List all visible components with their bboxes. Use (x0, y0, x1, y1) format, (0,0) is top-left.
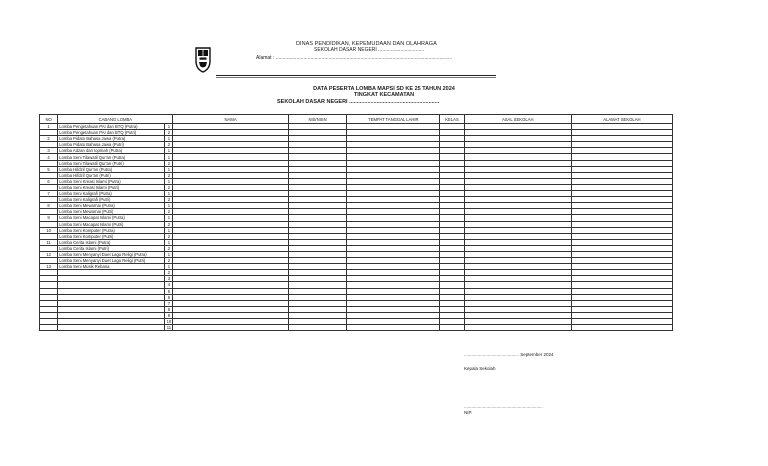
row-index: 4 (165, 282, 173, 288)
row-number (40, 325, 58, 331)
row-number: 3 (40, 148, 58, 154)
row-cabang-lomba: Lomba Seni Kaligrafi (Putri) (58, 197, 165, 203)
row-kelas-cell (440, 325, 464, 331)
row-number: 6 (40, 178, 58, 184)
row-index: 1 (165, 166, 173, 172)
row-index: 1 (165, 178, 173, 184)
row-index: 11 (166, 325, 172, 331)
row-number: 13 (40, 264, 58, 270)
row-nama-cell (173, 325, 288, 331)
row-number: 4 (40, 154, 58, 160)
row-index: 1 (165, 227, 173, 233)
row-index: 1 (165, 251, 173, 257)
table-header-row (40, 115, 673, 124)
address-line: Alamat : ............................................................................................................................... (256, 55, 453, 61)
regency-emblem-icon (194, 45, 212, 73)
row-index: 2 (165, 172, 173, 178)
col-header-asal: ASAL SEKOLAH (464, 115, 571, 124)
row-number: 12 (40, 251, 58, 257)
row-cabang-lomba: Lomba Hifdzil Qur'an (Putri) (58, 172, 165, 178)
row-index: 8 (165, 306, 173, 312)
row-number: 8 (40, 203, 58, 209)
row-alamat-cell (571, 325, 672, 331)
col-header-no: NO (40, 115, 58, 124)
row-cabang-lomba: Lomba Pidato Bahasa Jawa (Putri) (58, 142, 165, 148)
signature-nip: NIP. (464, 410, 473, 415)
col-header-cabang: CABANG LOMBA (58, 115, 173, 124)
row-number: 1 (40, 124, 58, 130)
row-cabang-lomba: Lomba Seni Mewarnai (Putri) (58, 209, 165, 215)
school-field: SEKOLAH DASAR NEGERI ........................................................... (277, 99, 440, 105)
row-index: 2 (165, 233, 173, 239)
row-index: 6 (165, 294, 173, 300)
row-cabang-lomba: Lomba Seni Kreasi Islami (Putra) (58, 178, 165, 184)
document-title: DATA PESERTA LOMBA MAPSI SD KE 25 TAHUN 2024 (313, 86, 455, 92)
col-header-nama: NAMA (173, 115, 288, 124)
row-nis-cell (288, 325, 347, 331)
row-index: 3 (165, 276, 173, 282)
row-cabang-lomba: Lomba Cerita Islami (Putra) (58, 239, 165, 245)
row-cabang-lomba: Lomba Seni Komputer (Putra) (58, 227, 165, 233)
col-header-ttl: TEMPAT TANGGAL LAHIR (347, 115, 440, 124)
signature-date: ............................................ September 2024 (464, 352, 554, 357)
row-cabang-lomba: Lomba Hifdzil Qur'an (Putra) (58, 166, 165, 172)
row-cabang-lomba: Lomba Seni Kaligrafi (Putra) (58, 191, 165, 197)
row-index: 9 (165, 312, 173, 318)
row-asal-cell (464, 325, 571, 331)
row-index: 2 (165, 130, 173, 136)
row-index: 1 (165, 191, 173, 197)
row-index: 2 (165, 142, 173, 148)
school-name-line: SEKOLAH DASAR NEGERI ................................. (314, 47, 425, 53)
row-number: 9 (40, 215, 58, 221)
row-cabang-lomba: Lomba Seni Tilawatil Qur'an (Putri) (58, 160, 165, 166)
level-subtitle: TINGKAT KECAMATAN (353, 92, 415, 98)
row-number: 11 (40, 239, 58, 245)
row-index: 2 (165, 184, 173, 190)
row-cabang-lomba (58, 325, 165, 331)
row-index: 2 (165, 209, 173, 215)
row-index: 10 (166, 319, 172, 325)
col-header-alamat: ALAMAT SEKOLAH (571, 115, 672, 124)
row-number: 7 (40, 191, 58, 197)
col-header-kelas: KELAS (440, 115, 464, 124)
signature-role: Kepala Sekolah (464, 366, 496, 371)
signature-name-line: ............................................................... (464, 404, 543, 409)
row-index: 1 (165, 148, 173, 154)
row-cabang-lomba: Lomba Seni Menyanyi Duet Lagu Religi (Putri) (58, 258, 165, 264)
header-rule (216, 75, 496, 76)
row-number: 5 (40, 166, 58, 172)
participant-table (39, 114, 673, 331)
row-index: 1 (165, 136, 173, 142)
row-cabang-lomba: Lomba Seni Macapat Islami (Putra) (58, 215, 165, 221)
row-cabang-lomba: Lomba Seni Mewarnai (Putra) (58, 203, 165, 209)
table-row (40, 325, 673, 331)
header-rule-thin (216, 77, 496, 78)
row-index: 1 (165, 215, 173, 221)
col-header-nis: NIS/NISN (288, 115, 347, 124)
row-index: 2 (165, 258, 173, 264)
row-cabang-lomba: Lomba Cerita Islami (Putri) (58, 245, 165, 251)
row-cabang-lomba: Lomba Pidato Bahasa Jawa (Putra) (58, 136, 165, 142)
row-cabang-lomba: Lomba Seni Musik Rebana (58, 264, 165, 270)
row-cabang-lomba: Lomba Seni Komputer (Putri) (58, 233, 165, 239)
row-index: 2 (165, 221, 173, 227)
row-cabang-lomba: Lomba Seni Menyanyi Duet Lagu Religi (Putra) (58, 251, 165, 257)
row-index: 1 (165, 154, 173, 160)
row-index: 1 (165, 203, 173, 209)
row-index: 2 (165, 270, 173, 276)
row-index: 2 (165, 197, 173, 203)
row-index: 1 (165, 124, 173, 130)
row-cabang-lomba: Lomba Pengetahuan PAI dan BTQ (Putri) (58, 130, 165, 136)
row-number: 10 (40, 227, 58, 233)
row-index: 2 (165, 160, 173, 166)
row-index: 1 (165, 239, 173, 245)
row-cabang-lomba: Lomba Seni Macapat Islami (Putri) (58, 221, 165, 227)
row-cabang-lomba: Lomba Seni Tilawatil Qur'an (Putra) (58, 154, 165, 160)
row-cabang-lomba: Lomba Pengetahuan PAI dan BTQ (Putra) (58, 124, 165, 130)
row-cabang-lomba: Lomba Seni Kreasi Islami (Putri) (58, 184, 165, 190)
row-index: 1 (165, 264, 173, 270)
row-number: 2 (40, 136, 58, 142)
row-index: 5 (165, 288, 173, 294)
row-index: 7 (165, 300, 173, 306)
row-index: 2 (165, 245, 173, 251)
row-ttl-cell (347, 325, 440, 331)
agency-name: DINAS PENDIDIKAN, KEPEMUDAAN DAN OLAHRAGA (296, 41, 437, 47)
row-cabang-lomba: Lomba Adzan dan Iqomah (Putra) (58, 148, 165, 154)
